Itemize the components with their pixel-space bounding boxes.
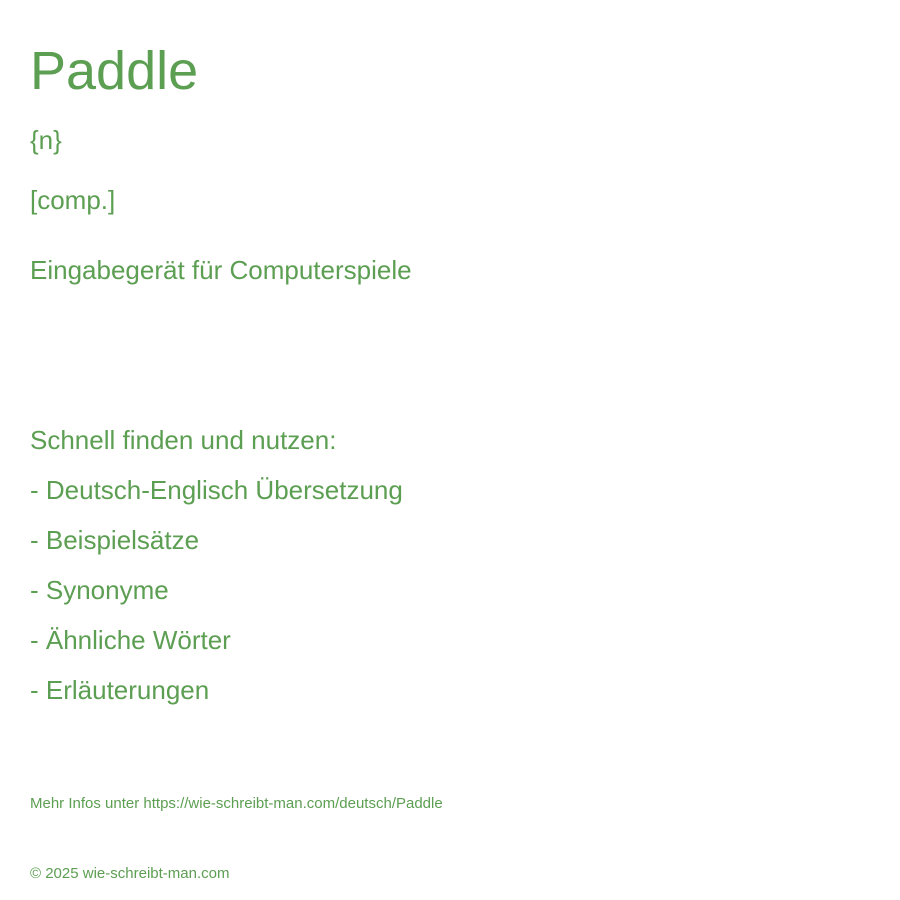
feature-item: - Ähnliche Wörter (30, 625, 231, 655)
grammatical-gender: {n} (30, 125, 62, 155)
feature-item: - Beispielsätze (30, 525, 200, 555)
feature-item: - Erläuterungen (30, 675, 210, 705)
word-title: Paddle (30, 41, 199, 101)
copyright-notice: © 2025 wie-schreibt-man.com (30, 865, 230, 882)
feature-item: - Synonyme (30, 575, 169, 605)
subject-category: [comp.] (30, 185, 116, 215)
feature-item: - Deutsch-Englisch Übersetzung (30, 475, 403, 505)
definition-text: Eingabegerät für Computerspiele (30, 255, 412, 285)
more-info-link-text: Mehr Infos unter https://wie-schreibt-man.com/deutsch/Paddle (30, 795, 443, 812)
features-heading: Schnell finden und nutzen: (30, 425, 337, 455)
